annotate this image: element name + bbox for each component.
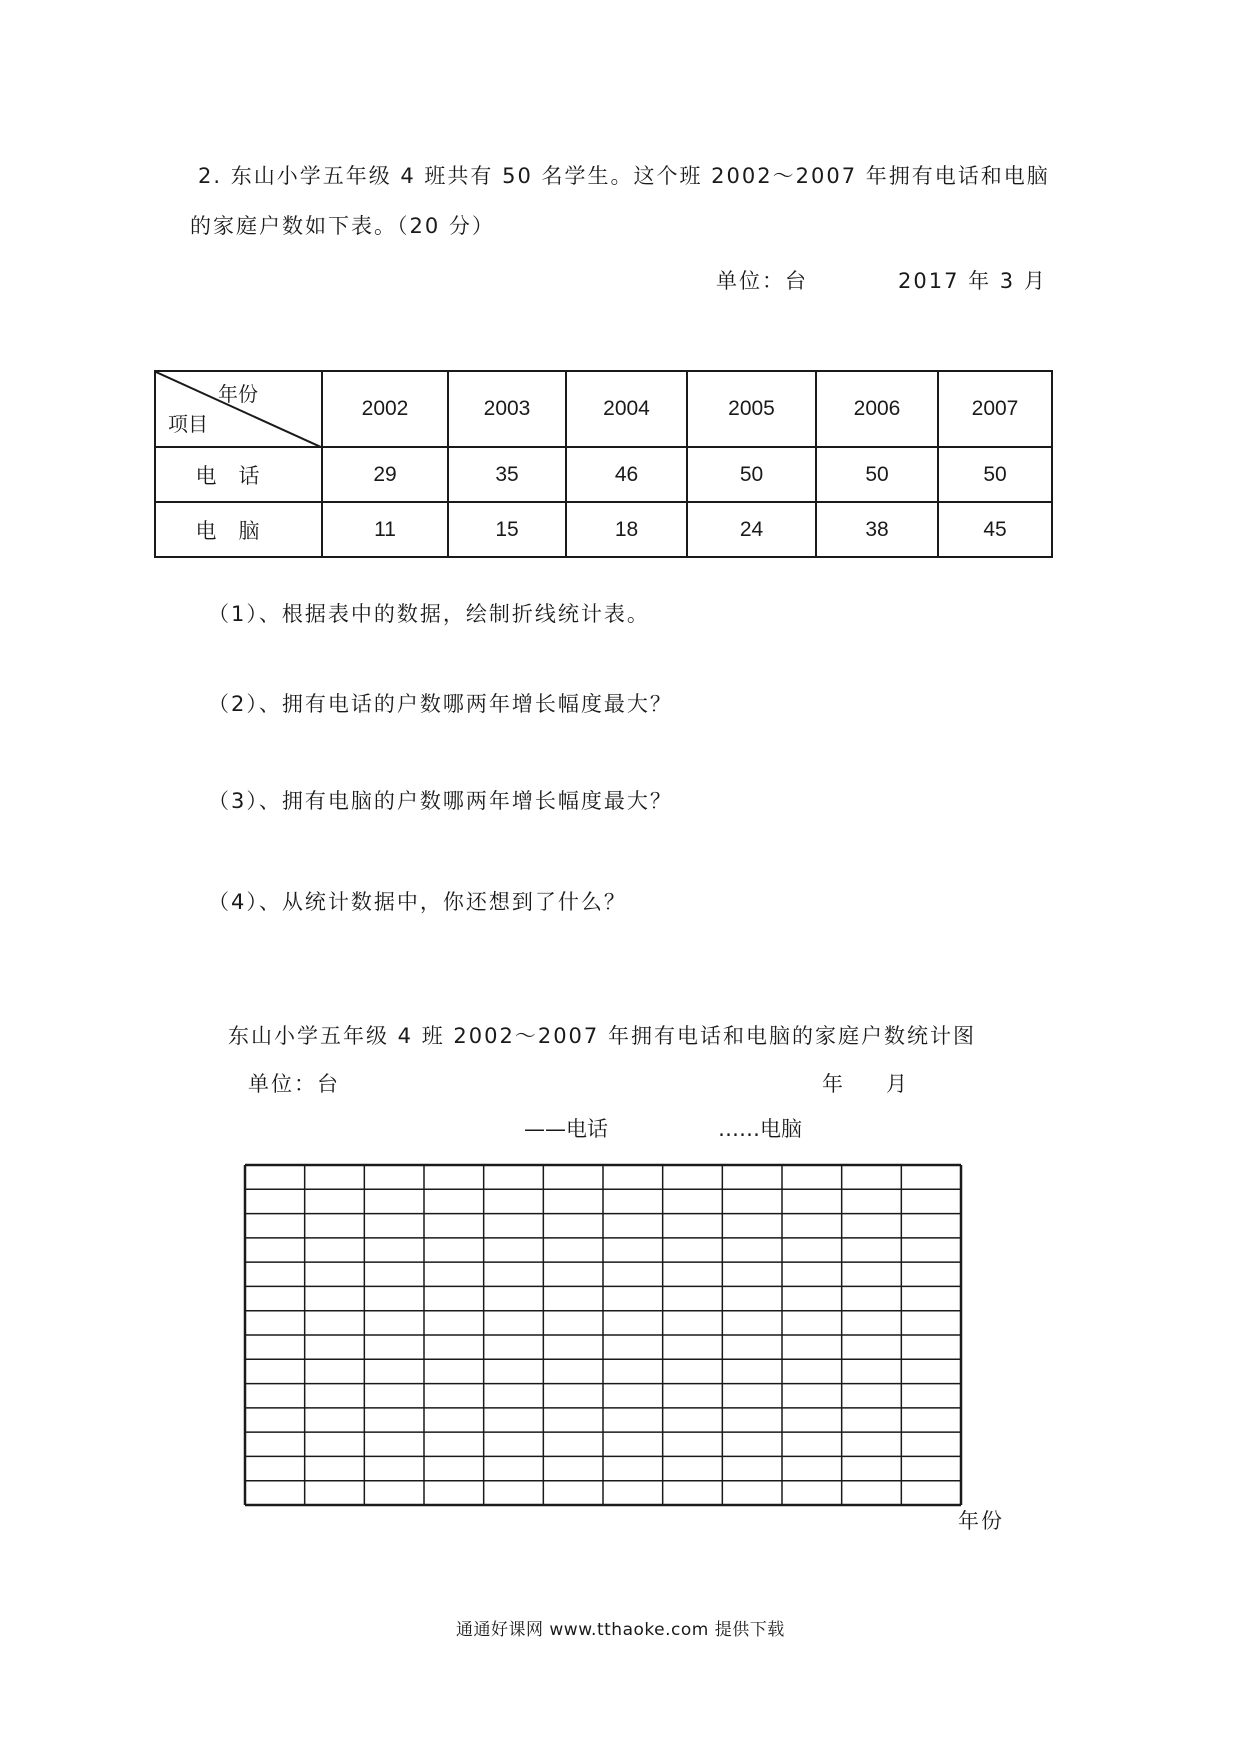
table-cell: 35	[448, 447, 566, 502]
corner-year-label: 年份	[218, 382, 258, 406]
x-axis-label: 年份	[958, 1509, 1004, 1533]
table-cell: 50	[687, 447, 816, 502]
table-date: 2017 年 3 月	[898, 269, 1047, 293]
table-cell: 50	[816, 447, 938, 502]
row-label: 电脑	[155, 502, 322, 557]
table-cell: 50	[938, 447, 1052, 502]
sub-question-1: （1）、根据表中的数据，绘制折线统计表。	[208, 602, 650, 626]
sub-question-3: （3）、拥有电脑的户数哪两年增长幅度最大？	[208, 789, 673, 813]
blank-chart-grid	[243, 1163, 965, 1509]
chart-title: 东山小学五年级 4 班 2002～2007 年拥有电话和电脑的家庭户数统计图	[228, 1024, 976, 1048]
table-cell: 29	[322, 447, 448, 502]
table-cell: 45	[938, 502, 1052, 557]
year-header: 2002	[322, 371, 448, 447]
question-line-1: 2. 东山小学五年级 4 班共有 50 名学生。这个班 2002～2007 年拥有电话和电脑	[198, 164, 1050, 188]
question-line-2: 的家庭户数如下表。（20 分）	[190, 214, 495, 238]
row-label: 电话	[155, 447, 322, 502]
table-cell: 38	[816, 502, 938, 557]
sub-question-4: （4）、从统计数据中，你还想到了什么？	[208, 890, 627, 914]
table-cell: 11	[322, 502, 448, 557]
legend-computer: ……电脑	[718, 1117, 802, 1141]
year-header: 2005	[687, 371, 816, 447]
footer-credit: 通通好课网 www.tthaoke.com 提供下载	[456, 1620, 785, 1640]
corner-cell	[155, 371, 322, 447]
table-row-computer	[155, 502, 1052, 557]
table-row-phone	[155, 447, 1052, 502]
table-cell: 15	[448, 502, 566, 557]
data-table	[154, 370, 1053, 558]
table-cell: 24	[687, 502, 816, 557]
chart-unit: 单位：台	[248, 1072, 340, 1096]
year-header: 2003	[448, 371, 566, 447]
corner-item-label: 项目	[168, 412, 208, 436]
table-unit: 单位：台	[716, 269, 808, 293]
sub-question-2: （2）、拥有电话的户数哪两年增长幅度最大？	[208, 692, 673, 716]
year-header: 2007	[938, 371, 1052, 447]
table-cell: 18	[566, 502, 687, 557]
legend-phone: ——电话	[524, 1117, 608, 1141]
chart-month-blank: 月	[886, 1072, 909, 1096]
year-header: 2006	[816, 371, 938, 447]
table-header-row	[155, 371, 1052, 447]
chart-year-blank: 年	[822, 1072, 845, 1096]
year-header: 2004	[566, 371, 687, 447]
table-cell: 46	[566, 447, 687, 502]
